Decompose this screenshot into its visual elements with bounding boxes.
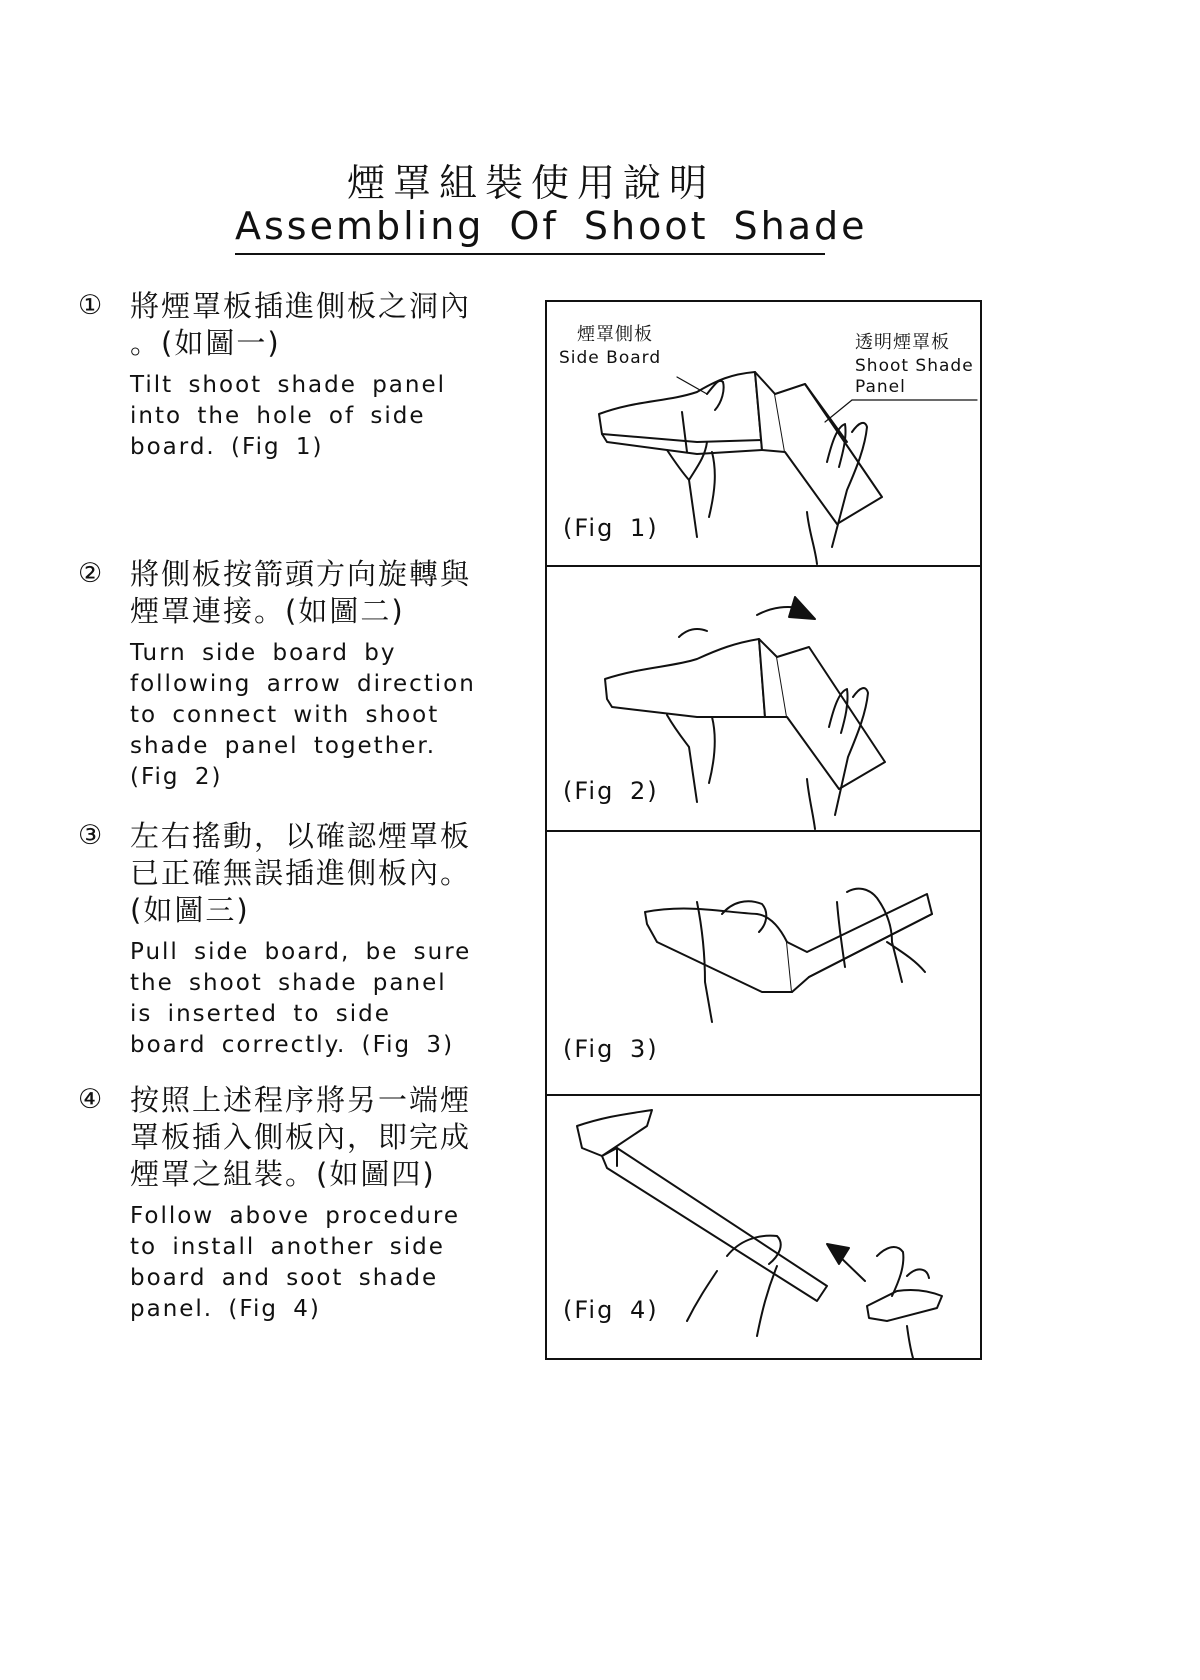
step-4 bbox=[78, 1082, 478, 1325]
title-underline bbox=[235, 253, 825, 255]
step-text-chinese: 將側板按箭頭方向旋轉與煙罩連接。(如圖二) bbox=[130, 557, 472, 628]
figure-1-panel bbox=[545, 300, 982, 567]
arrow-icon bbox=[789, 597, 815, 619]
step-1 bbox=[78, 288, 478, 463]
annotation-side-board-english: Side Board bbox=[559, 348, 662, 368]
step-text-english: Pull side board, be sure the shoot shade panel is inserted to side board correctly. (Fig 3) bbox=[130, 939, 472, 1058]
page-title-chinese: 煙罩組裝使用說明 bbox=[346, 161, 715, 205]
figure-label: (Fig 3) bbox=[563, 1035, 659, 1063]
step-number: ③ bbox=[78, 820, 103, 851]
figure-2-panel bbox=[545, 565, 982, 832]
step-text-english: Turn side board by following arrow direction to connect with shoot shade panel together. (Fig 2) bbox=[130, 640, 476, 790]
step-text-chinese: 按照上述程序將另一端煙罩板插入側板內，即完成煙罩之組裝。(如圖四) bbox=[130, 1083, 472, 1191]
step-text-chinese: 左右搖動，以確認煙罩板已正確無誤插進側板內。(如圖三) bbox=[130, 819, 472, 927]
step-text-english: Tilt shoot shade panel into the hole of side board. (Fig 1) bbox=[130, 372, 447, 460]
annotation-panel-english: Shoot Shade Panel bbox=[855, 356, 974, 397]
figure-label: (Fig 1) bbox=[563, 514, 659, 542]
arrow-icon bbox=[827, 1244, 849, 1264]
step-number: ② bbox=[78, 558, 103, 589]
figure-4-panel bbox=[545, 1094, 982, 1360]
step-text-chinese: 將煙罩板插進側板之洞內 。(如圖一) bbox=[130, 289, 472, 360]
figure-3-panel bbox=[545, 830, 982, 1096]
step-number: ④ bbox=[78, 1084, 103, 1115]
figure-label: (Fig 2) bbox=[563, 777, 659, 805]
annotation-panel-chinese: 透明煙罩板 bbox=[855, 332, 950, 353]
figure-label: (Fig 4) bbox=[563, 1296, 659, 1324]
step-number: ① bbox=[78, 290, 103, 321]
page-title-english: Assembling Of Shoot Shade bbox=[235, 204, 868, 248]
annotation-side-board-chinese: 煙罩側板 bbox=[577, 324, 653, 345]
step-3 bbox=[78, 818, 478, 1061]
step-2 bbox=[78, 556, 478, 793]
step-text-english: Follow above procedure to install another side board and soot shade panel. (Fig 4) bbox=[130, 1203, 460, 1322]
